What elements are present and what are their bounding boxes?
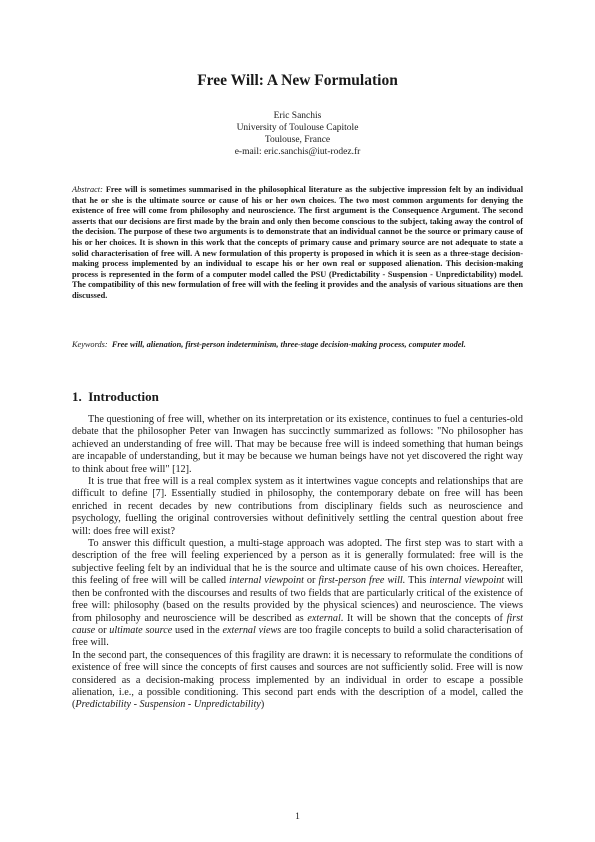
text-run: ) <box>260 699 265 711</box>
emphasis-text: internal viewpoint <box>229 575 304 587</box>
author-name: Eric Sanchis <box>273 111 322 121</box>
text-run: will then be confronted with the discourses and results of two fields that are particularly critical of the existence of free will: philosophy (based on the results provided by the physical sciences) and neuroscience. The views from philosophy and neuroscience will be described as <box>72 575 523 624</box>
text-run: or <box>303 575 319 587</box>
text-run: To answer this difficult question, a multi-stage approach was adopted. The first step was to start with a description of the free will feeling experienced by a person as it is generally formulated: free will is the subjective feeling felt by an individual that he is the source and ultimate cause of his own choices. Hereafter, this feeling of free will will be called <box>72 538 523 587</box>
abstract <box>72 185 523 302</box>
text-run: It is true that free will is a real complex system as it intertwines vague concepts and relationships that are difficult to define [7]. Essentially studied in philosophy, the contemporary debate on free will has been enriched in recent decades by new contributions from disciplinary fields such as neuroscience and psychology, fuelling the original controversies without definitively settling the central question about free will: does free will exist? <box>72 476 523 537</box>
paragraph <box>72 476 523 538</box>
text-run: are too fragile concepts to build a solid characterisation of free will. <box>72 624 524 649</box>
abstract-label: Abstract: <box>72 185 103 194</box>
page-number: 1 <box>295 812 300 822</box>
text-run: This <box>405 575 430 587</box>
keywords-text: Free will, alienation, first-person indeterminism, three-stage decision-making process, computer model. <box>111 340 466 349</box>
keywords <box>72 340 523 351</box>
abstract-text: Free will is sometimes summarised in the philosophical literature as the subjective impression felt by an individual that he or she is the ultimate source or cause of his or her own choices. The two most common arguments for denying the existence of free will come from philosophy and neuroscience. The first argument is the Consequence Argument. The second asserts that our decisions are first made by the brain and only then become conscious to the subject, taking away the control of the decision. The purpose of these two arguments is to demonstrate that an individual cannot be the source or primary cause of his or her choices. It is shown in this work that the concepts of primary cause and primary source are not adequate to state a solid characterisation of free will. A new formulation of this property is proposed in which it is seen as a three-stage decision-making process implemented by an individual to escape his or her own real or supposed alienation. This decision-making process is represented in the form of a computer model called the PSU (Predictability - Suspension - Unpredictability) model. The compatibility of this new formulation of free will with the feeling it provides and the analysis of various situations are then discussed. <box>72 185 523 300</box>
emphasis-text: internal viewpoint <box>429 575 505 587</box>
section-heading <box>72 389 159 405</box>
emphasis-text: external views <box>222 624 282 636</box>
paragraph <box>72 650 523 712</box>
emphasis-text: first-person free will. <box>318 575 406 587</box>
text-run: . It will be shown that the concepts of <box>340 612 507 624</box>
paragraph <box>72 538 523 650</box>
text-run: or <box>95 624 110 636</box>
text-run: The questioning of free will, whether on its interpretation or its existence, continues to fuel a centuries-old debate that the philosopher Peter van Inwagen has succinctly summarized as follows: "No philosopher has achieved an understanding of free will. That may be because free will is indeed something that human beings are incapable of understanding, but it may be because we human beings have not yet discovered the right way to think about free will" [12]. <box>72 414 523 475</box>
emphasis-text: Predictability - Suspension - Unpredictability <box>75 699 261 711</box>
author-block <box>0 110 595 158</box>
section-title: Introduction <box>88 389 159 404</box>
section-number: 1. <box>72 389 82 404</box>
body-text <box>72 414 523 712</box>
text-run: In the second part, the consequences of this fragility are drawn: it is necessary to reformulate the conditions of existence of free will since the concepts of first causes and sources are not sufficiently solid. Free will is now considered as a decision-making process implemented by an individual in order to escape a possible alienation, i.e., a possible conditioning. This second part ends with the description of a model, called the ( <box>72 649 523 711</box>
author-email: e-mail: eric.sanchis@iut-rodez.fr <box>234 147 361 157</box>
emphasis-text: external <box>307 612 341 624</box>
emphasis-text: ultimate source <box>109 624 173 636</box>
paragraph <box>72 414 523 476</box>
author-affiliation: University of Toulouse Capitole <box>236 123 359 133</box>
paper-title: Free Will: A New Formulation <box>197 72 398 89</box>
emphasis-text: first cause <box>72 612 524 636</box>
author-location: Toulouse, France <box>264 135 331 145</box>
text-run: used in the <box>172 624 223 636</box>
keywords-label: Keywords: <box>72 340 108 349</box>
